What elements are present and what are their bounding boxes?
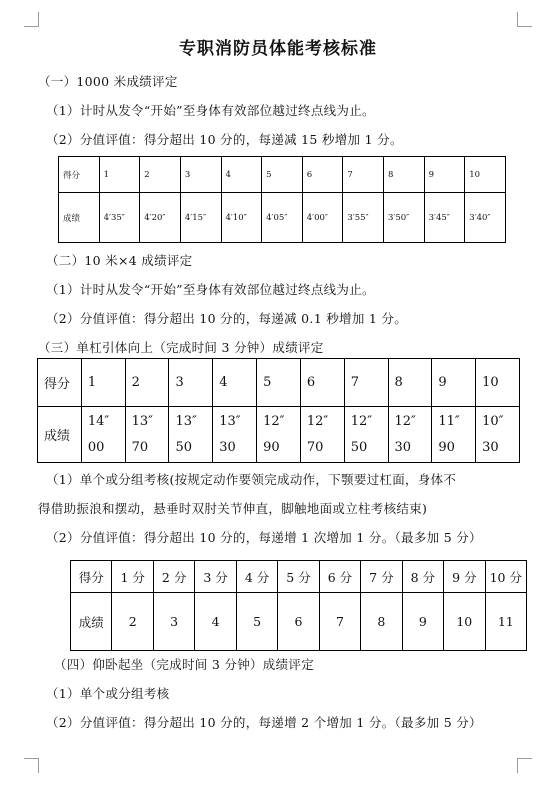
table-cell: 8 <box>361 593 402 651</box>
table-cell: 9 <box>402 593 443 651</box>
section-3-rule-1-line-2: 得借助振浪和摆动，悬垂时双肘关节伸直，脚触地面或立柱考核结束) <box>38 501 428 516</box>
table-cell: 10 <box>476 359 520 407</box>
cell-fraction: 30 <box>394 439 412 455</box>
table-cell: 6 <box>302 157 343 193</box>
document-title: 专职消防员体能考核标准 <box>179 39 377 59</box>
table-row <box>38 359 520 407</box>
table-cell: 3′55″ <box>343 193 384 243</box>
table-cell: 1 <box>81 359 125 407</box>
table-cell: 4 分 <box>236 561 277 593</box>
cell-fraction: 00 <box>87 439 105 455</box>
page-corner-mark <box>24 12 39 27</box>
cell-seconds: 13″ <box>219 413 241 429</box>
section-1-rule-1: （1）计时从发令“开始”至身体有效部位越过终点线为止。 <box>46 103 375 118</box>
section-1-rule-2: （2）分值评值：得分超出 10 分的，每递减 15 秒增加 1 分。 <box>46 132 403 147</box>
table-cell: 3 <box>180 157 221 193</box>
score-table-pull-up <box>37 358 520 463</box>
table-cell: 1 分 <box>112 561 153 593</box>
table-cell <box>81 407 125 463</box>
section-4-rule-1: （1）单个或分组考核 <box>46 686 170 701</box>
cell-fraction: 70 <box>306 439 324 455</box>
table-cell: 4′05″ <box>262 193 303 243</box>
cell-fraction: 90 <box>438 439 455 455</box>
cell-seconds: 12″ <box>263 413 285 429</box>
table-cell <box>125 407 169 463</box>
table-cell: 得分 <box>59 157 100 193</box>
cell-seconds: 13″ <box>175 413 197 429</box>
page-corner-mark <box>517 12 532 27</box>
table-cell: 5 <box>257 359 301 407</box>
section-4-rule-2: （2）分值评值：得分超出 10 分的，每递增 2 个增加 1 分。（最多加 5 分） <box>46 715 482 730</box>
table-cell: 2 分 <box>153 561 194 593</box>
table-cell: 6 分 <box>319 561 360 593</box>
table-cell: 3 <box>153 593 194 651</box>
table-row <box>59 193 506 243</box>
table-cell <box>257 407 301 463</box>
table-cell <box>432 407 476 463</box>
section-4-heading: （四）仰卧起坐（完成时间 3 分钟）成绩评定 <box>54 657 315 672</box>
table-cell: 3 <box>169 359 213 407</box>
cell-fraction: 30 <box>482 439 499 455</box>
table-cell: 2 <box>112 593 153 651</box>
table-cell: 7 <box>343 157 384 193</box>
cell-fraction: 30 <box>219 439 236 455</box>
table-row <box>38 407 520 463</box>
cell-seconds: 11″ <box>438 413 460 429</box>
cell-fraction: 50 <box>175 439 192 455</box>
table-row <box>71 561 527 593</box>
table-cell: 3′40″ <box>465 193 506 243</box>
table-cell: 10 <box>444 593 485 651</box>
score-table-bonus <box>70 560 527 651</box>
table-cell: 9 <box>432 359 476 407</box>
table-cell: 4′15″ <box>180 193 221 243</box>
table-cell: 2 <box>140 157 181 193</box>
table-row <box>71 593 527 651</box>
cell-seconds: 12″ <box>350 413 373 429</box>
cell-seconds: 14″ <box>87 413 110 429</box>
table-cell: 2 <box>125 359 169 407</box>
table-cell: 4 <box>213 359 257 407</box>
table-cell: 9 分 <box>444 561 485 593</box>
table-cell: 8 <box>388 359 432 407</box>
table-cell: 4′00″ <box>302 193 343 243</box>
table-row <box>59 157 506 193</box>
table-cell: 成绩 <box>59 193 100 243</box>
table-cell: 得分 <box>71 561 112 593</box>
table-cell: 10 <box>465 157 506 193</box>
table-cell: 11 <box>485 593 526 651</box>
table-cell: 7 <box>344 359 388 407</box>
cell-fraction: 70 <box>131 439 149 455</box>
table-cell: 3′50″ <box>384 193 425 243</box>
table-cell: 成绩 <box>71 593 112 651</box>
table-cell: 5 分 <box>278 561 319 593</box>
cell-fraction: 50 <box>350 439 368 455</box>
cell-seconds: 12″ <box>394 413 416 429</box>
cell-seconds: 12″ <box>306 413 329 429</box>
table-cell <box>213 407 257 463</box>
table-cell <box>388 407 432 463</box>
score-table-1000m <box>58 156 506 243</box>
table-cell <box>476 407 520 463</box>
table-cell: 4′20″ <box>140 193 181 243</box>
table-cell: 得分 <box>38 359 82 407</box>
section-1-heading: （一）1000 米成绩评定 <box>38 74 178 89</box>
table-cell: 10 分 <box>485 561 526 593</box>
table-cell: 4′10″ <box>221 193 262 243</box>
cell-seconds: 13″ <box>131 413 154 429</box>
page-corner-mark <box>24 758 39 773</box>
table-cell: 6 <box>300 359 344 407</box>
table-cell: 4 <box>221 157 262 193</box>
section-2-rule-1: （1）计时从发令“开始”至身体有效部位越过终点线为止。 <box>46 282 375 297</box>
table-cell: 6 <box>278 593 319 651</box>
table-cell: 8 分 <box>402 561 443 593</box>
table-cell: 5 <box>236 593 277 651</box>
section-3-rule-1-line-1: （1）单个或分组考核(按规定动作要领完成动作，下颚要过杠面，身体不 <box>46 472 457 487</box>
table-cell: 4′35″ <box>99 193 140 243</box>
table-cell: 3′45″ <box>424 193 465 243</box>
table-cell: 成绩 <box>38 407 82 463</box>
section-3-heading: （三）单杠引体向上（完成时间 3 分钟）成绩评定 <box>38 340 324 355</box>
section-2-heading: （二）10 米×4 成绩评定 <box>46 253 193 268</box>
table-cell: 3 分 <box>195 561 236 593</box>
table-cell: 7 <box>319 593 360 651</box>
table-cell: 7 分 <box>361 561 402 593</box>
cell-fraction: 90 <box>263 439 280 455</box>
table-cell: 4 <box>195 593 236 651</box>
table-cell <box>344 407 388 463</box>
table-cell: 8 <box>384 157 425 193</box>
table-cell <box>169 407 213 463</box>
table-cell: 5 <box>262 157 303 193</box>
section-3-rule-2: （2）分值评值：得分超出 10 分的，每递增 1 次增加 1 分。（最多加 5 分） <box>46 530 482 545</box>
table-cell: 9 <box>424 157 465 193</box>
table-cell: 1 <box>99 157 140 193</box>
cell-seconds: 10″ <box>482 413 504 429</box>
page-corner-mark <box>517 758 532 773</box>
section-2-rule-2: （2）分值评值：得分超出 10 分的，每递减 0.1 秒增加 1 分。 <box>46 311 408 326</box>
table-cell <box>300 407 344 463</box>
